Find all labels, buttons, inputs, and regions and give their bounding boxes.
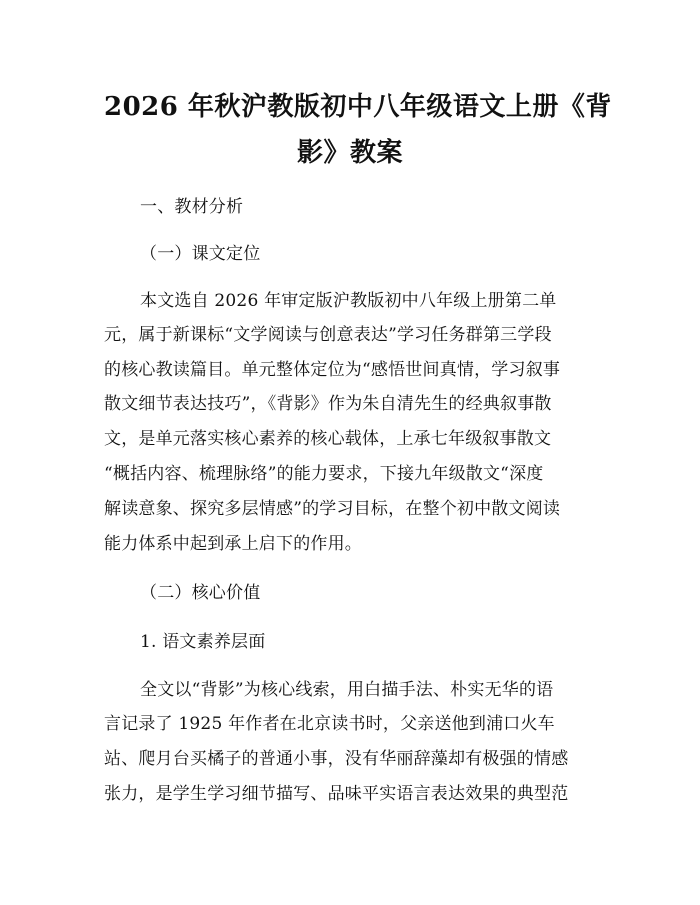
paragraph-1-line-1: 本文选自 2026 年审定版沪教版初中八年级上册第二单: [140, 291, 557, 311]
paragraph-1-line-7: 解读意象、探究多层情感”的学习目标，在整个初中散文阅读: [104, 499, 561, 519]
section-heading-teaching-material-analysis: 一、教材分析: [140, 197, 244, 217]
paragraph-1-line-5: 文，是单元落实核心素养的核心载体，上承七年级叙事散文: [104, 429, 552, 449]
paragraph-2-line-3: 站、爬月台买橘子的普通小事，没有华丽辞藻却有极强的情感: [104, 749, 569, 769]
paragraph-1-line-3: 的核心教读篇目。单元整体定位为“感悟世间真情，学习叙事: [104, 360, 561, 380]
paragraph-2-line-2: 言记录了 1925 年作者在北京读书时，父亲送他到浦口火车: [104, 714, 555, 734]
list-item-heading-chinese-literacy: 1. 语文素养层面: [140, 632, 266, 652]
paragraph-2-line-4: 张力，是学生学习细节描写、品味平实语言表达效果的典型范: [104, 784, 569, 804]
subsection-heading-text-positioning: （一）课文定位: [140, 244, 261, 264]
document-title-line-2: 影》教案: [296, 138, 403, 168]
subsection-heading-core-value: （二）核心价值: [140, 583, 261, 603]
paragraph-1-line-8: 能力体系中起到承上启下的作用。: [104, 534, 362, 554]
document-title-line-1: 2026 年秋沪教版初中八年级语文上册《背: [104, 92, 612, 122]
paragraph-1-line-2: 元，属于新课标“文学阅读与创意表达”学习任务群第三学段: [104, 325, 552, 345]
paragraph-1-line-4: 散文细节表达技巧”，《背影》作为朱自清先生的经典叙事散: [104, 394, 552, 414]
paragraph-2-line-1: 全文以“背影”为核心线索，用白描手法、朴实无华的语: [140, 680, 554, 700]
paragraph-1-line-6: “概括内容、梳理脉络”的能力要求，下接九年级散文“深度: [104, 464, 544, 484]
